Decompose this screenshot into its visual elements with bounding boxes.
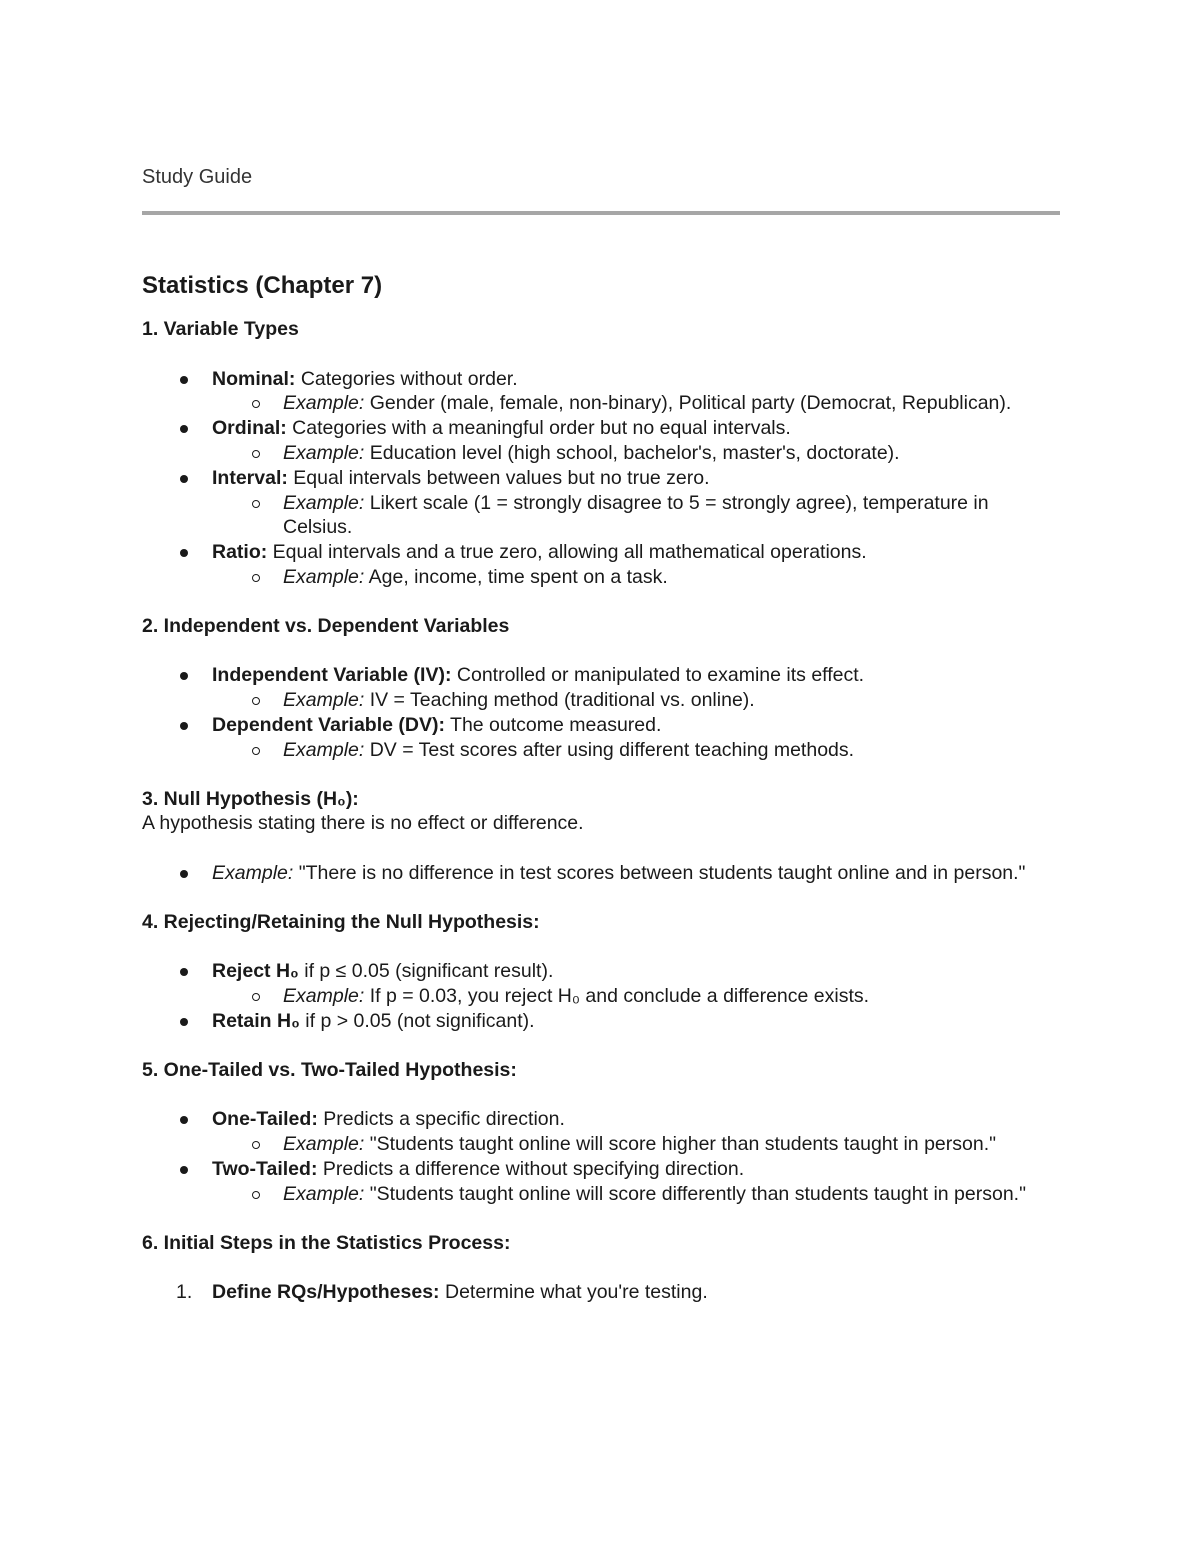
term: Dependent Variable (DV): [212,713,445,736]
document-content [142,270,1060,1329]
bullet-icon [180,1018,188,1026]
bullet-icon [180,1166,188,1174]
circle-bullet-icon [252,697,260,705]
circle-bullet-icon [252,993,260,1001]
circle-bullet-icon [252,574,260,582]
term: Two-Tailed: [212,1157,318,1180]
list-item [142,663,1060,713]
section-heading: 3. Null Hypothesis (H₀): [142,787,359,810]
sub-list-item [142,738,1060,763]
definition: Determine what you're testing. [439,1281,708,1304]
example-label: Example: [283,985,365,1008]
bullet-icon [180,376,188,384]
section-initial-steps [142,1231,1060,1305]
circle-bullet-icon [252,1191,260,1199]
section-body: A hypothesis stating there is no effect or difference. [142,812,584,835]
section-reject-retain [142,910,1060,1034]
header-title: Study Guide [142,166,253,188]
definition: Predicts a difference without specifying direction. [317,1157,745,1180]
example-text: If p = 0.03, you reject H₀ and conclude a difference exists. [364,985,870,1008]
list-item [142,1107,1060,1157]
example-label: Example: [283,392,365,415]
term: Define RQs/Hypotheses: [212,1281,440,1304]
list-item [142,367,1060,417]
term: Reject H₀ [212,960,299,983]
list-item [142,466,1060,540]
list-item [142,1157,1060,1207]
term: Ordinal: [212,417,287,440]
term: Independent Variable (IV): [212,664,452,687]
section-independent-dependent [142,614,1060,763]
example-label: Example: [283,1133,365,1156]
example-label: Example: [283,565,365,588]
circle-bullet-icon [252,450,260,458]
sub-list-item [142,441,1060,466]
example-text: Age, income, time spent on a task. [364,565,668,588]
example-text: Education level (high school, bachelor's, master's, doctorate). [364,441,900,464]
section-heading: 2. Independent vs. Dependent Variables [142,614,510,637]
definition: The outcome measured. [444,713,662,736]
bullet-list [142,367,1060,590]
sub-list-item [142,984,1060,1009]
circle-bullet-icon [252,500,260,508]
bullet-list [142,959,1060,1033]
header-divider [142,211,1060,215]
definition: Predicts a specific direction. [317,1108,565,1131]
term: Retain H₀ [212,1009,300,1032]
term: Interval: [212,466,288,489]
circle-bullet-icon [252,400,260,408]
example-text: Likert scale (1 = strongly disagree to 5 = strongly agree), temperature in Celsius. [283,491,989,539]
list-number: 1. [176,1281,193,1304]
list-item [142,861,1060,886]
example-label: Example: [283,1182,365,1205]
section-heading: 5. One-Tailed vs. Two-Tailed Hypothesis: [142,1058,517,1081]
example-text: IV = Teaching method (traditional vs. online). [364,689,755,712]
list-item [142,1280,1060,1305]
bullet-icon [180,475,188,483]
section-tailed-hypothesis [142,1058,1060,1207]
definition: Equal intervals between values but no true zero. [287,466,710,489]
bullet-icon [180,968,188,976]
bullet-icon [180,425,188,433]
section-heading: 1. Variable Types [142,318,299,340]
example-label: Example: [283,491,365,514]
example-text: Gender (male, female, non-binary), Political party (Democrat, Republican). [364,392,1012,415]
list-item [142,540,1060,590]
example-label: Example: [283,738,365,761]
sub-list-item [142,1132,1060,1157]
sub-list-item [142,391,1060,416]
definition: Equal intervals and a true zero, allowing all mathematical operations. [267,541,867,564]
example-label: Example: [283,441,365,464]
definition: if p ≤ 0.05 (significant result). [298,960,554,983]
definition: if p > 0.05 (not significant). [299,1009,535,1032]
numbered-list [142,1280,1060,1305]
list-item [142,1009,1060,1034]
definition: Categories without order. [295,367,518,390]
term: Ratio: [212,541,268,564]
bullet-icon [180,549,188,557]
bullet-icon [180,672,188,680]
term: Nominal: [212,367,296,390]
example-text: "Students taught online will score higher than students taught in person." [364,1133,997,1156]
list-item [142,959,1060,1009]
term: One-Tailed: [212,1108,318,1131]
example-text: "There is no difference in test scores between students taught online and in person." [293,861,1026,884]
example-text: DV = Test scores after using different teaching methods. [364,738,855,761]
section-heading: 4. Rejecting/Retaining the Null Hypothesis: [142,910,540,933]
definition: Categories with a meaningful order but no equal intervals. [286,417,791,440]
bullet-icon [180,870,188,878]
definition: Controlled or manipulated to examine its effect. [451,664,865,687]
sub-list-item [142,565,1060,590]
section-null-hypothesis [142,787,1060,886]
list-item [142,416,1060,466]
sub-list-item [142,491,1060,541]
list-item [142,713,1060,763]
circle-bullet-icon [252,747,260,755]
bullet-icon [180,722,188,730]
bullet-list [142,861,1060,886]
section-variable-types [142,317,1060,590]
example-label: Example: [212,861,294,884]
bullet-list [142,663,1060,762]
example-label: Example: [283,689,365,712]
bullet-list [142,1107,1060,1206]
document-title: Statistics (Chapter 7) [142,272,383,299]
sub-list-item [142,688,1060,713]
sub-list-item [142,1182,1060,1207]
section-heading: 6. Initial Steps in the Statistics Process: [142,1231,511,1254]
circle-bullet-icon [252,1141,260,1149]
bullet-icon [180,1116,188,1124]
example-text: "Students taught online will score differently than students taught in person." [364,1182,1027,1205]
